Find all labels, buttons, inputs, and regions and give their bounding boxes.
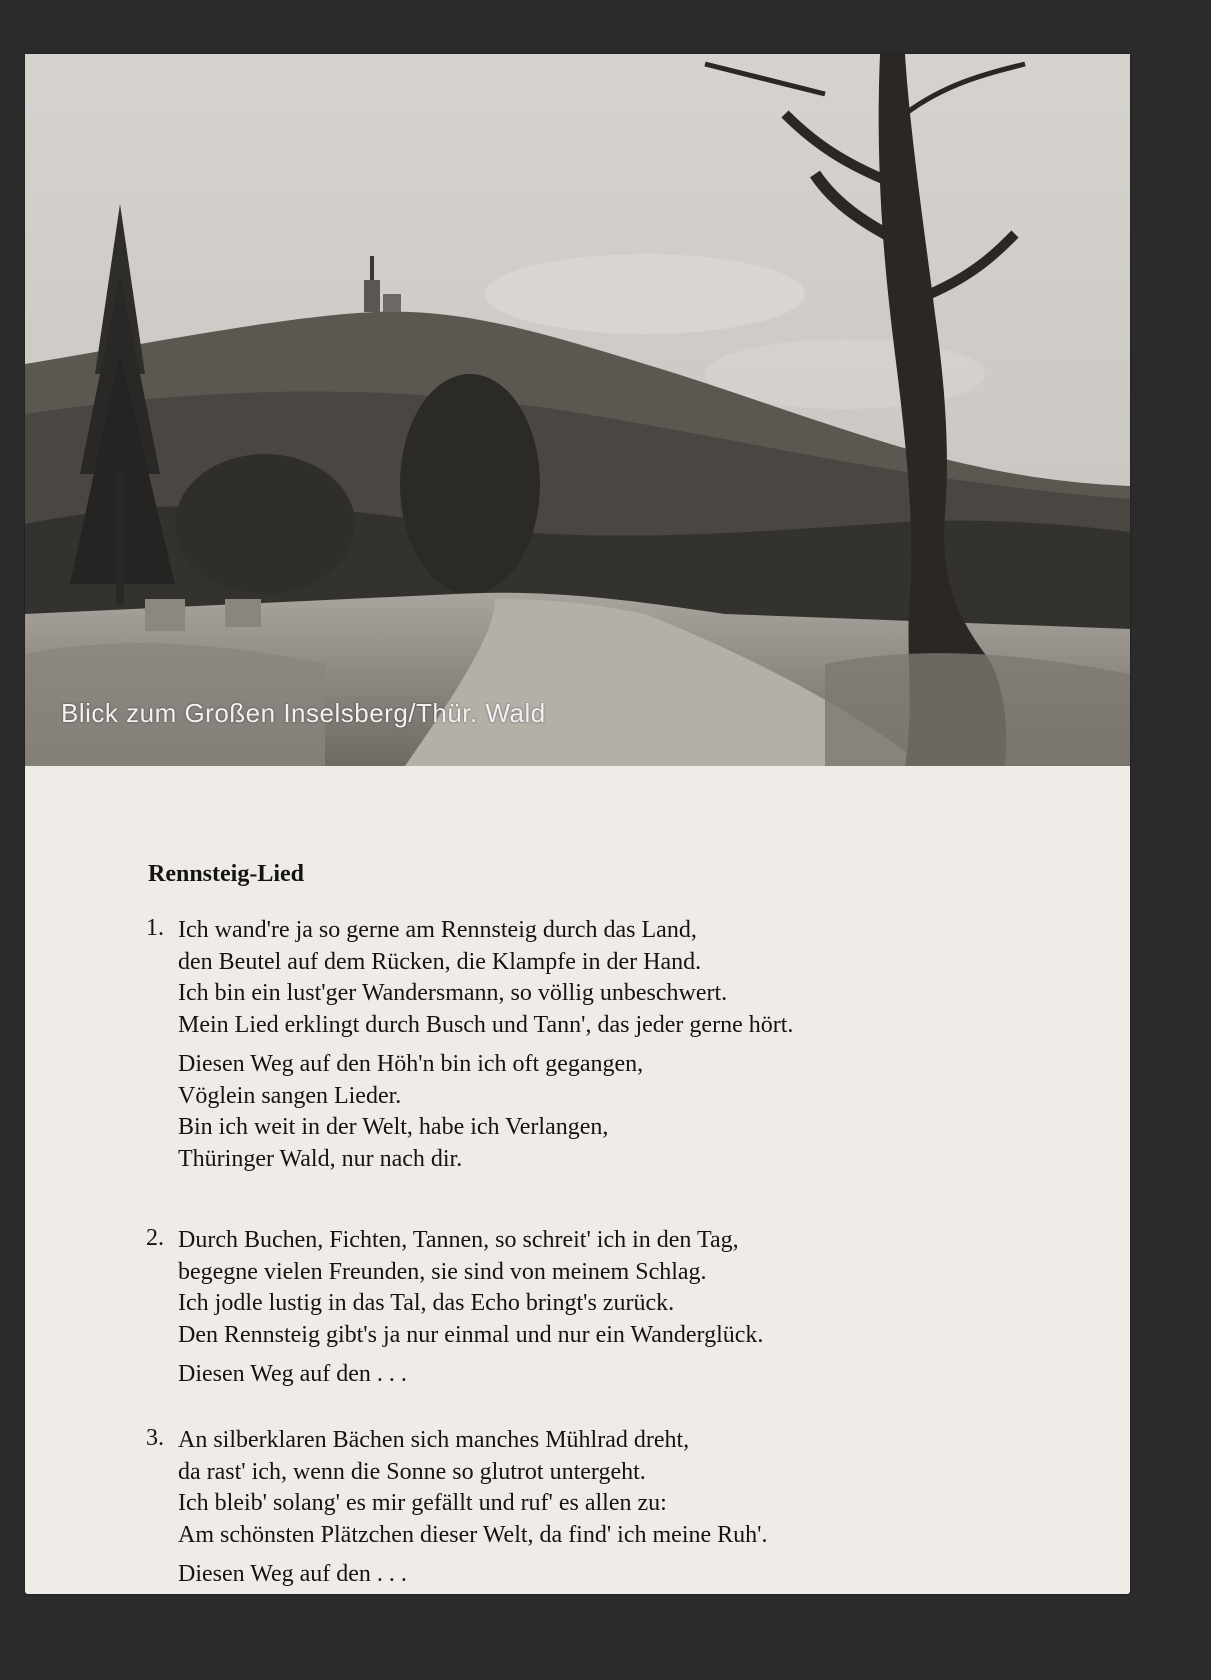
- verse-number: 1.: [146, 915, 164, 941]
- refrain-line: Bin ich weit in der Welt, habe ich Verlangen,: [178, 1114, 609, 1140]
- verse-lines: [178, 915, 793, 1175]
- verse-lines: [178, 1425, 767, 1591]
- verse-line: Den Rennsteig gibt's ja nur einmal und nur ein Wanderglück.: [178, 1321, 764, 1348]
- verse-line: Mein Lied erklingt durch Busch und Tann', das jeder gerne hört.: [178, 1011, 794, 1038]
- verse-number: 2.: [146, 1225, 164, 1251]
- verse-line: Ich wand're ja so gerne am Rennsteig durch das Land,: [178, 917, 697, 943]
- landscape-photo: [25, 54, 1130, 766]
- song-title: Rennsteig-Lied: [148, 861, 304, 887]
- verse-lines: [178, 1225, 763, 1391]
- postcard: [25, 54, 1130, 1594]
- landscape-illustration: [25, 54, 1130, 766]
- refrain-line: Diesen Weg auf den . . .: [178, 1361, 407, 1387]
- verse-line: Am schönsten Plätzchen dieser Welt, da find' ich meine Ruh'.: [178, 1521, 768, 1548]
- refrain-line: Vöglein sangen Lieder.: [178, 1082, 402, 1109]
- verse-number: 3.: [146, 1425, 164, 1451]
- verse-line: An silberklaren Bächen sich manches Mühlrad dreht,: [178, 1427, 690, 1453]
- refrain-line: Thüringer Wald, nur nach dir.: [178, 1145, 463, 1172]
- verse-line: da rast' ich, wenn die Sonne so glutrot untergeht.: [178, 1458, 646, 1485]
- refrain-line: Diesen Weg auf den Höh'n bin ich oft gegangen,: [178, 1051, 644, 1077]
- verse-line: Durch Buchen, Fichten, Tannen, so schreit' ich in den Tag,: [178, 1227, 739, 1253]
- song-text-area: [25, 766, 1130, 1594]
- photo-caption: Blick zum Großen Inselsberg/Thür. Wald: [61, 698, 546, 728]
- verse-line: den Beutel auf dem Rücken, die Klampfe in der Hand.: [178, 948, 702, 975]
- verse-line: Ich jodle lustig in das Tal, das Echo bringt's zurück.: [178, 1290, 675, 1316]
- refrain-line: Diesen Weg auf den . . .: [178, 1561, 407, 1587]
- verse-line: Ich bin ein lust'ger Wandersmann, so völlig unbeschwert.: [178, 980, 728, 1006]
- verse-line: begegne vielen Freunden, sie sind von meinem Schlag.: [178, 1258, 707, 1285]
- verse-line: Ich bleib' solang' es mir gefällt und ruf' es allen zu:: [178, 1490, 667, 1516]
